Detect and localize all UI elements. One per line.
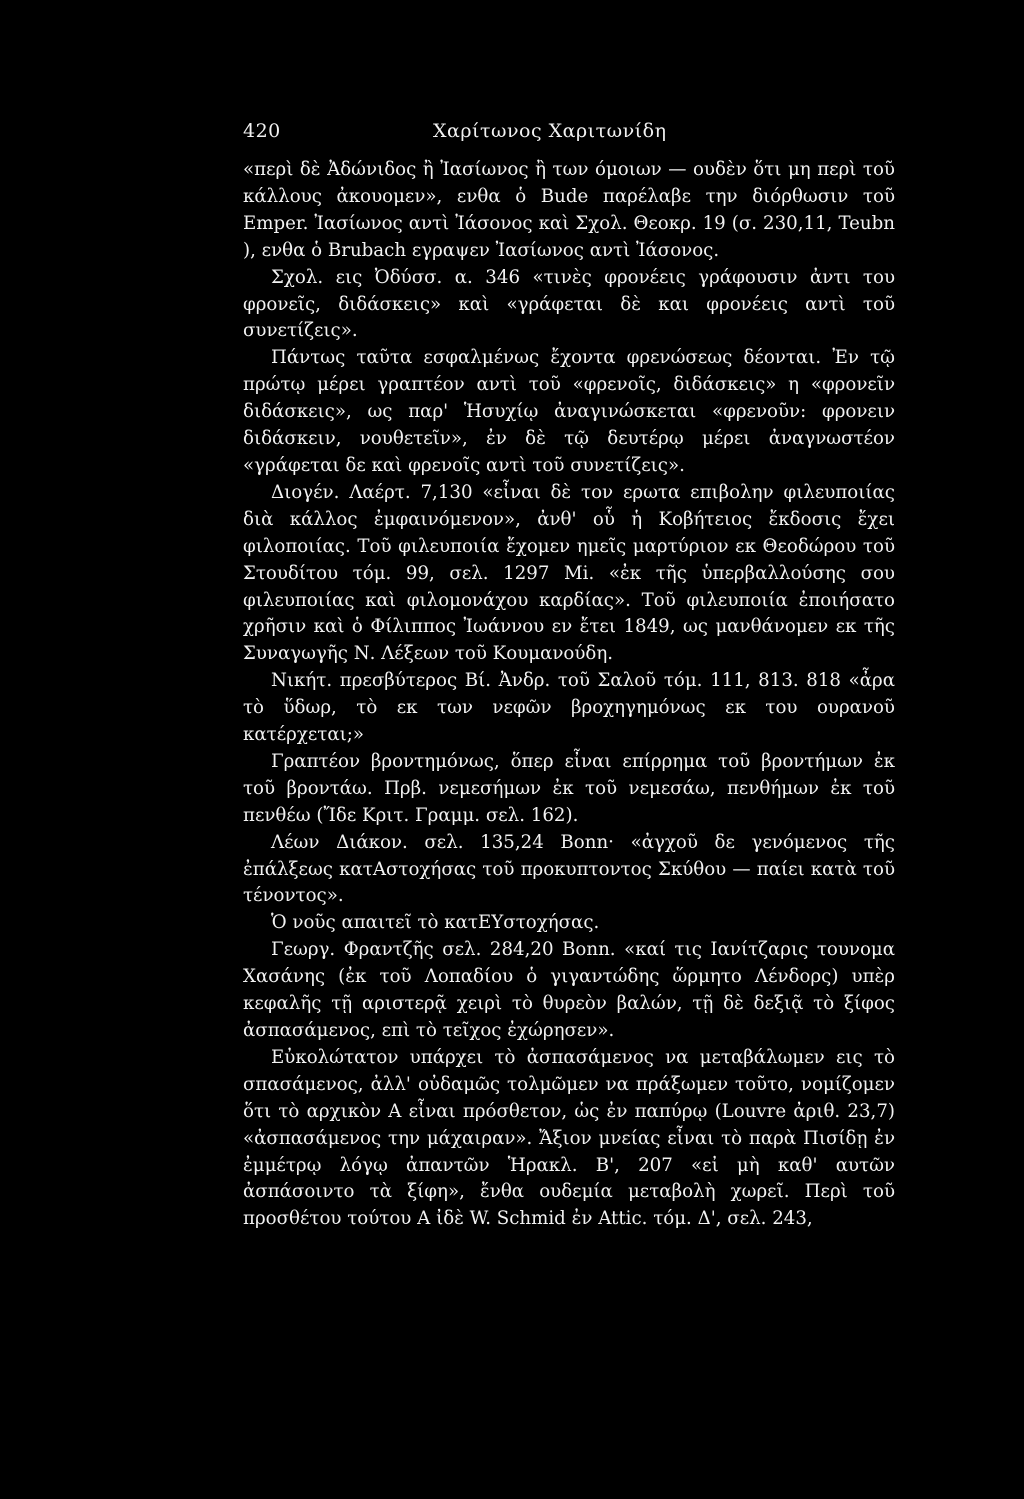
- running-title: Χαρίτωνος Χαριτωνίδη: [433, 120, 667, 142]
- page-number: 420: [243, 120, 281, 142]
- paragraph: Σχολ. εις Ὀδύσσ. α. 346 «τινὲς φρονέεις γράφουσιν ἀντι του φρονεῖς, διδάσκεις» καὶ «γράφεται δὲ και φρονέεις αντὶ τοῦ συνετίζεις».: [243, 266, 895, 342]
- paragraph: Λέων Διάκον. σελ. 135,24 Bonn· «ἀγχοῦ δε γενόμενος τῆς ἐπάλξεως κατΑστοχήσας τοῦ προκυπτοντος Σκύθου — παίει κατὰ τοῦ τένοντος».: [243, 831, 895, 907]
- paragraph: Γραπτέον βροντημόνως, ὅπερ εἶναι επίρρημα τοῦ βροντήμων ἐκ τοῦ βροντάω. Πρβ. νεμεσήμων ἐκ τοῦ νεμεσάω, πενθήμων ἐκ τοῦ πενθέω (Ἴδε Κριτ. Γραμμ. σελ. 162).: [243, 750, 895, 826]
- paragraph: Πάντως ταῦτα εσφαλμένως ἔχοντα φρενώσεως δέονται. Ἐν τῷ πρώτῳ μέρει γραπτέον αντὶ τοῦ «φρενοῖς, διδάσκεις» η «φρονεῖν διδάσκεις», ως παρ' Ἡσυχίῳ ἀναγινώσκεται «φρενοῦν: φρονειν διδάσκειν, νουθετεῖν», ἐν δὲ τῷ δευτέρῳ μέρει ἀναγνωστέον «γράφεται δε καὶ φρενοῖς αντὶ τοῦ συνετίζεις».: [243, 347, 895, 476]
- paragraph: Διογέν. Λαέρτ. 7,130 «εἶναι δὲ τον ερωτα επιβολην φιλευποιίας διὰ κάλλος ἐμφαινόμενον», ἀνθ' οὗ ἡ Κοβήτειος ἔκδοσις ἔχει φιλοποιίας. Τοῦ φιλευποιία ἔχομεν ημεῖς μαρτύριον εκ Θεοδώρου τοῦ Στουδίτου τόμ. 99, σελ. 1297 Mi. «ἐκ τῆς ὑπερβαλλούσης σου φιλευποιίας καὶ φιλομονάχου καρδίας». Τοῦ φιλευποιία ἐποιήσατο χρῆσιν καὶ ὁ Φίλιππος Ἰωάννου εν ἔτει 1849, ως μανθάνομεν εκ τῆς Συναγωγῆς Ν. Λέξεων τοῦ Κουμανούδη.: [243, 481, 895, 665]
- paragraph: Ὁ νοῦς απαιτεῖ τὸ κατΕΥστοχήσας.: [271, 912, 600, 934]
- paragraph: Εὐκολώτατον υπάρχει τὸ ἀσπασάμενος να μεταβάλωμεν εις τὸ σπασάμενος, ἀλλ' οὐδαμῶς τολμῶμεν να πράξωμεν τοῦτο, νομίζομεν ὅτι τὸ αρχικὸν Α εἶναι πρόσθετον, ὡς ἐν παπύρῳ (Louvre ἀριθ. 23,7) «ἀσπασάμενος την μάχαιραν». Ἄξιον μνείας εἶναι τὸ παρὰ Πισίδῃ ἐν ἐμμέτρῳ λόγῳ ἀπαντῶν Ἡρακλ. Β', 207 «εἰ μὴ καθ' αυτῶν ἀσπάσοιντο τὰ ξίφη», ἔνθα ουδεμία μεταβολὴ χωρεῖ. Περὶ τοῦ προσθέτου τούτου Α ἰδὲ W. Schmid ἐν Attic. τόμ. Δ', σελ. 243,: [243, 1046, 895, 1230]
- paragraph: Γεωργ. Φραντζῆς σελ. 284,20 Bonn. «καί τις Ιανίτζαρις τουνομα Χασάνης (ἐκ τοῦ Λοπαδίου ὁ γιγαντώδης ὥρμητο Λένδορς) υπὲρ κεφαλῆς τῇ αριστερᾷ χειρὶ τὸ θυρεὸν βαλών, τῇ δὲ δεξιᾷ τὸ ξίφος ἀσπασάμενος, επὶ τὸ τεῖχος ἐχώρησεν».: [243, 939, 895, 1041]
- paragraph: Νικήτ. πρεσβύτερος Βί. Ἀνδρ. τοῦ Σαλοῦ τόμ. 111, 813. 818 «ἆρα τὸ ὕδωρ, τὸ εκ των νεφῶν βροχηγημόνως εκ του ουρανοῦ κατέρχεται;»: [243, 670, 895, 746]
- paragraph: «περὶ δὲ Ἀδώνιδος ἢ Ἰασίωνος ἢ των όμοιων — ουδὲν ὅτι μη περὶ τοῦ κάλλους ἀκουομεν», ενθα ὁ Bude παρέλαβε την διόρθωσιν τοῦ Emper. Ἰασίωνος αντὶ Ἰάσονος καὶ Σχολ. Θεοκρ. 19 (σ. 230,11, Teubn ), ενθα ὁ Brubach εγραψεν Ἰασίωνος αντὶ Ἰάσονος.: [243, 159, 895, 261]
- body-text: [243, 157, 895, 1233]
